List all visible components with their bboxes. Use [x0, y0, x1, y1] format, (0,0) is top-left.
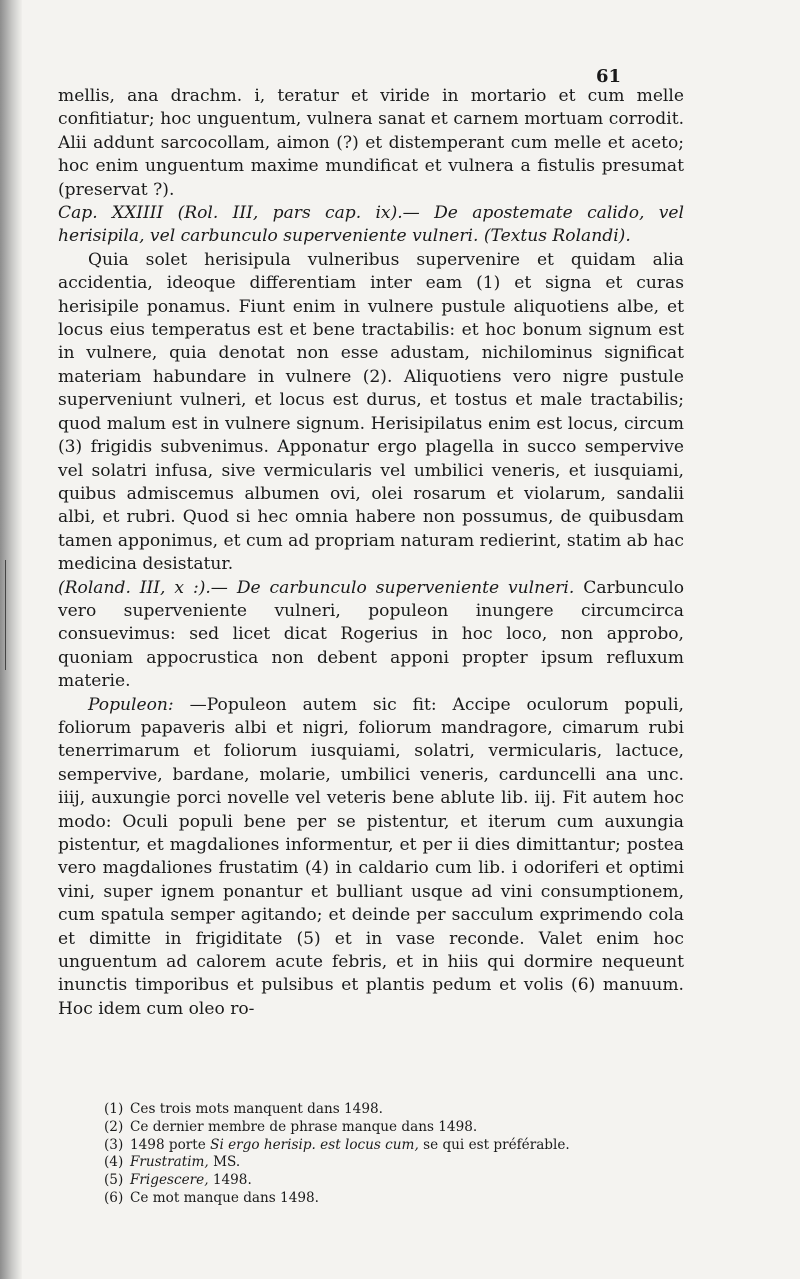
- footnote-number: (4): [104, 1154, 124, 1171]
- page-number: 61: [596, 66, 622, 87]
- footnotes: [104, 1101, 704, 1208]
- paragraph-carbunculo: [58, 577, 684, 694]
- footnote: [104, 1172, 704, 1190]
- footnote-text-post: 1498.: [208, 1172, 252, 1189]
- page-gutter-shadow: [0, 0, 22, 1279]
- section-label-populeon: Populeon:: [88, 694, 174, 715]
- footnote-number: (5): [104, 1172, 124, 1189]
- paragraph-carbunculo-text: Carbunculo vero superveniente vulneri, populeon inungere circumcirca consuevimus: sed licet dicat Rogerius in hoc loco, non approbo, quoniam appocrustica non debent apponi propter ipsum refluxum materie.: [58, 577, 684, 692]
- section-label-carbunculo: (Roland. III, x :).— De carbunculo superveniente vulneri.: [58, 577, 575, 598]
- main-text: [58, 85, 684, 1021]
- chapter-heading: Cap. XXIIII (Rol. III, pars cap. ix).— De apostemate calido, vel herisipila, vel carbunculo superveniente vulneri. (Textus Rolandi).: [58, 203, 684, 247]
- footnote-number: (1): [104, 1101, 124, 1117]
- footnote: [104, 1190, 704, 1208]
- footnote-number: (6): [104, 1189, 124, 1206]
- footnote-text-italic: Frigescere,: [130, 1172, 209, 1189]
- footnote-text-italic: Si ergo herisip. est locus cum,: [210, 1136, 419, 1153]
- footnote-text: Ce mot manque dans 1498.: [130, 1189, 319, 1206]
- footnote-text-post: MS.: [208, 1154, 241, 1171]
- footnote-number: (3): [104, 1136, 124, 1153]
- paragraph-continuation: mellis, ana drachm. i, teratur et viride in mortario et cum melle confitiatur; hoc unguentum, vulnera sanat et carnem mortuam corrodit. Alii addunt sarcocollam, aimon (?) et distemperant cum melle et aceto; hoc enim unguentum maxime mundificat et vulnera a fistulis presumat (preservat ?).: [58, 86, 684, 200]
- footnote-number: (2): [104, 1118, 124, 1135]
- footnote-text-pre: 1498 porte: [130, 1136, 211, 1153]
- footnote: [104, 1154, 704, 1172]
- footnote-text: Ce dernier membre de phrase manque dans 1498.: [130, 1118, 478, 1135]
- footnote-text: Ces trois mots manquent dans 1498.: [130, 1101, 383, 1117]
- footnote-text-post: se qui est préférable.: [418, 1136, 570, 1153]
- paragraph-populeon-text: —Populeon autem sic fit: Accipe oculorum populi, foliorum papaveris albi et nigri, foliorum mandragore, cimarum rubi tenerrimarum et foliorum iusquiami, solatri, vermicularis, lactuce, sempervive, bardane, molarie, umbilici veneris, carduncelli ana unc. iiij, auxungie porci novelle vel veteris bene ablute lib. iij. Fit autem hoc modo: Oculi populi bene per se pistentur, et iterum cum auxungia pistentur, et magdaliones informentur, et per ii dies dimittantur; postea vero magdaliones frustatim (4) in caldario cum lib. i odoriferi et optimi vini, super ignem ponantur et bulliant usque ad vini consumptionem, cum spatula semper agitando; et deinde per sacculum exprimendo cola et dimitte in frigiditate (5) et in vase reconde. Valet enim hoc unguentum ad calorem acute febris, et in hiis qui dormire nequeunt inunctis timporibus et pulsibus et plantis pedum et volis (6) manuum. Hoc idem cum oleo ro-: [58, 694, 684, 1019]
- footnote-text-italic: Frustratim,: [130, 1154, 209, 1171]
- footnote: [104, 1137, 704, 1155]
- footnote: [104, 1119, 704, 1137]
- paragraph-populeon: [58, 694, 684, 1022]
- binding-mark: [5, 560, 6, 670]
- paragraph-herisipula: Quia solet herisipula vulneribus supervenire et quidam alia accidentia, ideoque differentiam inter eam (1) et signa et curas herisipile ponamus. Fiunt enim in vulnere pustule aliquotiens albe, et locus eius temperatus est et bene tractabilis: et hoc bonum signum est in vulnere, quia denotat non esse adustam, nichilominus significat materiam habundare in vulnere (2). Aliquotiens vero nigre pustule superveniunt vulneri, et locus est durus, et tostus et male tractabilis; quod malum est in vulnere signum. Herisipilatus enim est locus, circum (3) frigidis subvenimus. Apponatur ergo plagella in succo sempervive vel solatri infusa, sive vermicularis vel umbilici veneris, et iusquiami, quibus admiscemus albumen ovi, olei rosarum et violarum, sandalii albi, et rubri. Quod si hec omnia habere non possumus, de quibusdam tamen apponimus, et cum ad propriam naturam redierint, statim ab hac medicina desistatur.: [58, 249, 684, 575]
- footnote: [104, 1101, 704, 1119]
